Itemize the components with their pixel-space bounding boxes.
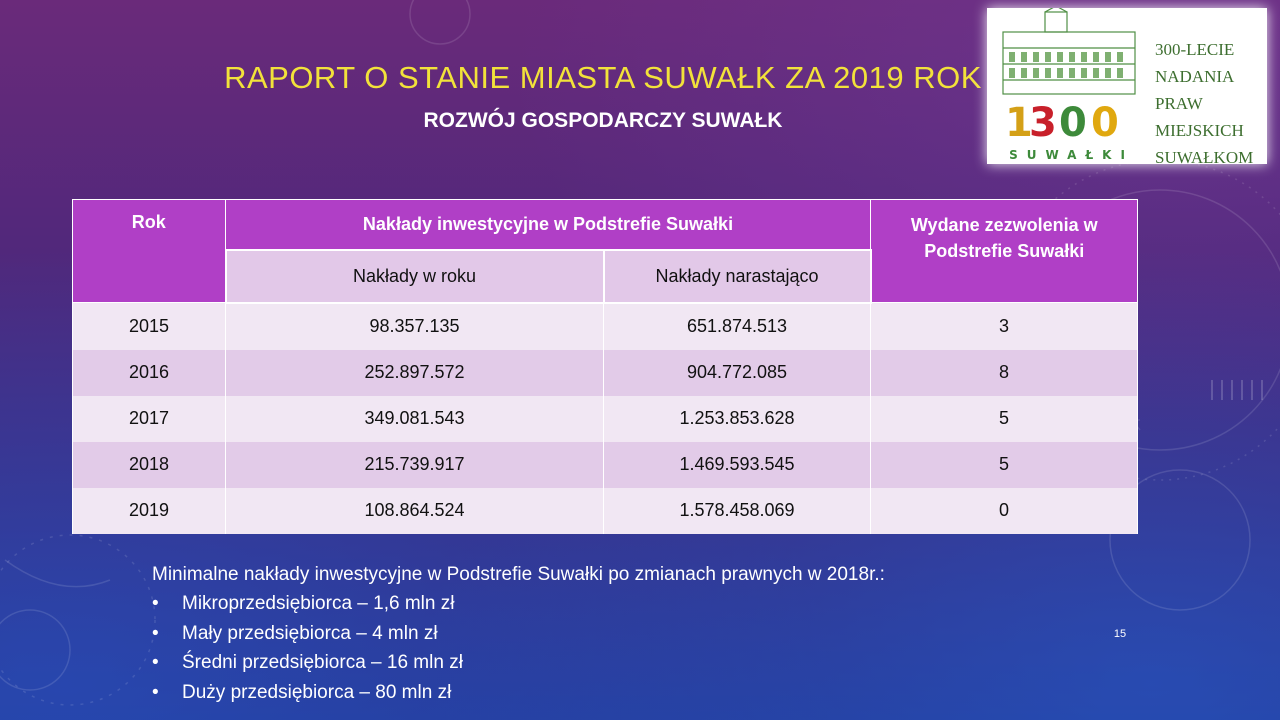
investment-table <box>72 199 1138 534</box>
table-row <box>73 396 1138 442</box>
cell-cumulative: 651.874.513 <box>604 303 871 350</box>
header-permits: Wydane zezwolenia w Podstrefie Suwałki <box>871 200 1138 303</box>
cell-cumulative: 1.578.458.069 <box>604 488 871 534</box>
list-item: • Mały przedsiębiorca – 4 mln zł <box>152 619 885 649</box>
table-row <box>73 442 1138 488</box>
table-row <box>73 303 1138 350</box>
header-year: Rok <box>73 200 226 303</box>
table-row <box>73 488 1138 534</box>
svg-text:0: 0 <box>1091 100 1119 146</box>
subheader-cumulative: Nakłady narastająco <box>604 250 871 303</box>
town-hall-illustration <box>993 8 1153 168</box>
cell-cumulative: 904.772.085 <box>604 350 871 396</box>
cell-permits: 0 <box>871 488 1138 534</box>
cell-annual: 98.357.135 <box>226 303 604 350</box>
cell-annual: 349.081.543 <box>226 396 604 442</box>
page-number: 15 <box>1113 628 1127 640</box>
cell-year: 2019 <box>73 488 226 534</box>
notes-intro: Minimalne nakłady inwestycyjne w Podstrefie Suwałki po zmianach prawnych w 2018r.: <box>152 564 885 585</box>
svg-text:3: 3 <box>1029 100 1057 146</box>
cell-permits: 3 <box>871 303 1138 350</box>
cell-year: 2018 <box>73 442 226 488</box>
header-investment-group: Nakłady inwestycyjne w Podstrefie Suwałki <box>226 200 871 250</box>
slide-title: RAPORT O STANIE MIASTA SUWAŁK ZA 2019 ROK <box>224 60 982 95</box>
cell-year: 2016 <box>73 350 226 396</box>
cell-permits: 5 <box>871 442 1138 488</box>
svg-text:0: 0 <box>1059 100 1087 146</box>
list-item: • Duży przedsiębiorca – 80 mln zł <box>152 678 885 708</box>
cell-cumulative: 1.253.853.628 <box>604 396 871 442</box>
cell-year: 2015 <box>73 303 226 350</box>
cell-annual: 108.864.524 <box>226 488 604 534</box>
cell-year: 2017 <box>73 396 226 442</box>
cell-permits: 8 <box>871 350 1138 396</box>
notes-list <box>152 589 885 707</box>
logo-caption: 300-LECIE NADANIA PRAW MIEJSKICH SUWAŁKOM <box>1155 40 1254 167</box>
cell-permits: 5 <box>871 396 1138 442</box>
list-item: • Mikroprzedsiębiorca – 1,6 mln zł <box>152 589 885 619</box>
subheader-annual: Nakłady w roku <box>226 250 604 303</box>
slide-subtitle: ROZWÓJ GOSPODARCZY SUWAŁK <box>423 109 783 132</box>
cell-cumulative: 1.469.593.545 <box>604 442 871 488</box>
logo-wordmark: SUWAŁKI <box>1009 148 1134 162</box>
table-row <box>73 350 1138 396</box>
list-item: • Średni przedsiębiorca – 16 mln zł <box>152 648 885 678</box>
investment-notes <box>152 560 885 707</box>
svg-text:1: 1 <box>1005 100 1033 146</box>
cell-annual: 252.897.572 <box>226 350 604 396</box>
cell-annual: 215.739.917 <box>226 442 604 488</box>
anniversary-logo <box>987 8 1267 167</box>
